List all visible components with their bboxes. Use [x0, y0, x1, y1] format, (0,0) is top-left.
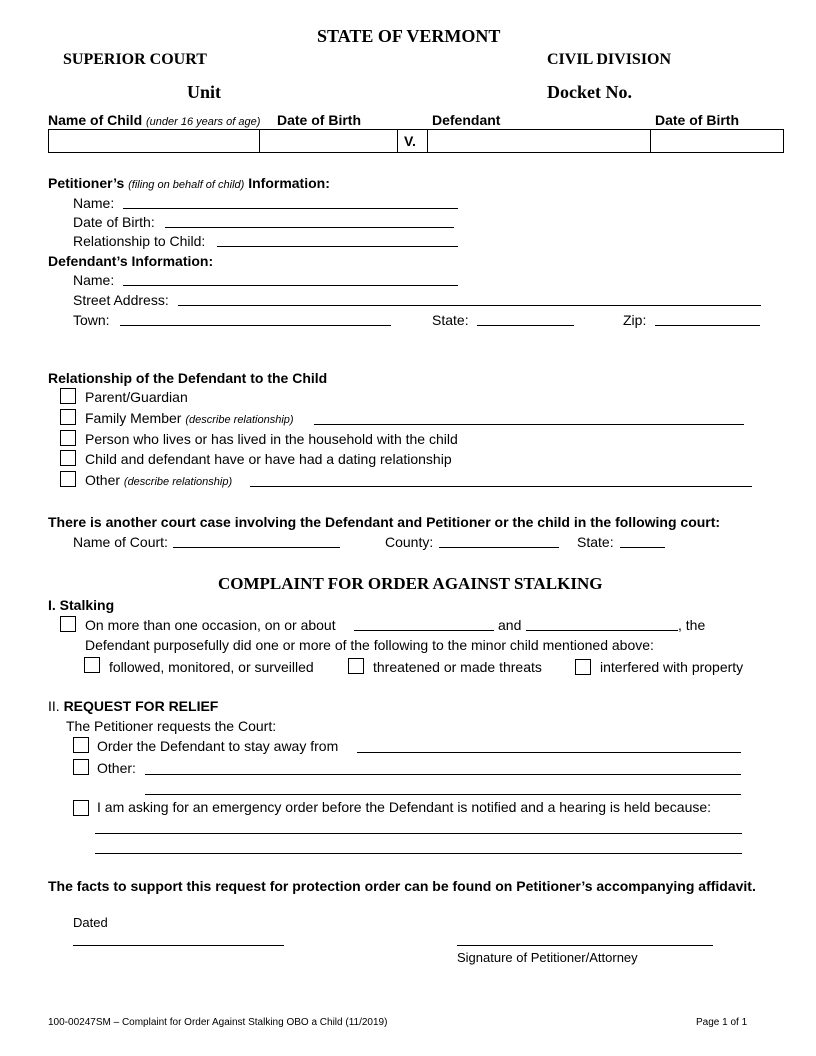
docket-label: Docket No. — [547, 82, 632, 102]
property-label: interfered with property — [600, 659, 744, 675]
complaint-title: COMPLAINT FOR ORDER AGAINST STALKING — [218, 574, 603, 593]
threatened-checkbox[interactable] — [348, 658, 364, 674]
household-checkbox[interactable] — [60, 430, 76, 446]
dating-label: Child and defendant have or have had a dating relationship — [85, 451, 452, 467]
family-member-checkbox[interactable] — [60, 409, 76, 425]
family-member-label: Family Member (describe relationship) — [85, 410, 294, 426]
petitioner-heading: Petitioner’s (filing on behalf of child) Information: — [48, 175, 330, 191]
other-relationship-field[interactable] — [250, 486, 752, 487]
defendant-zip-field[interactable] — [655, 325, 760, 326]
stalking-checkbox[interactable] — [60, 616, 76, 632]
stalking-line1-start: On more than one occasion, on or about — [85, 617, 336, 633]
child-dob-cell[interactable] — [260, 130, 397, 152]
defendant-zip-label: Zip: — [623, 312, 647, 328]
facts-statement: The facts to support this request for protection order can be found on Petitioner’s accompanying affidavit. — [48, 878, 756, 894]
parent-guardian-checkbox[interactable] — [60, 388, 76, 404]
signature-label: Signature of Petitioner/Attorney — [457, 950, 638, 965]
court-state-label: State: — [577, 534, 614, 550]
stalking-line2: Defendant purposefully did one or more of the following to the minor child mentioned above: — [85, 637, 654, 653]
parent-guardian-label: Parent/Guardian — [85, 389, 188, 405]
emergency-reason-field-2[interactable] — [95, 853, 742, 854]
other-relief-checkbox[interactable] — [73, 759, 89, 775]
stalking-line1-end: , the — [678, 617, 706, 633]
relief-intro: The Petitioner requests the Court: — [66, 718, 277, 734]
stay-away-checkbox[interactable] — [73, 737, 89, 753]
unit-label: Unit — [187, 82, 222, 102]
defendant-state-label: State: — [432, 312, 469, 328]
emergency-reason-field-1[interactable] — [95, 833, 742, 834]
signature-field[interactable] — [457, 945, 713, 946]
page-number: Page 1 of 1 — [696, 1017, 748, 1028]
defendant-heading: Defendant’s Information: — [48, 253, 214, 269]
defendant-dob-label: Date of Birth — [655, 112, 739, 128]
other-relief-label: Other: — [97, 760, 136, 776]
other-relief-field-2[interactable] — [145, 794, 741, 795]
other-relationship-label: Other (describe relationship) — [85, 472, 233, 488]
court-name: SUPERIOR COURT — [63, 51, 207, 68]
relief-heading: II. REQUEST FOR RELIEF — [48, 698, 219, 714]
form-id: 100-00247SM – Complaint for Order Against Stalking OBO a Child (11/2019) — [48, 1017, 388, 1028]
court-name-field[interactable] — [173, 547, 340, 548]
property-checkbox[interactable] — [575, 659, 591, 675]
emergency-checkbox[interactable] — [73, 800, 89, 816]
followed-label: followed, monitored, or surveilled — [109, 659, 314, 675]
other-relationship-checkbox[interactable] — [60, 471, 76, 487]
petitioner-relationship-label: Relationship to Child: — [73, 233, 206, 249]
other-relief-field-1[interactable] — [145, 774, 741, 775]
defendant-state-field[interactable] — [477, 325, 574, 326]
defendant-label: Defendant — [432, 112, 501, 128]
court-state-field[interactable] — [620, 547, 665, 548]
defendant-town-field[interactable] — [120, 325, 391, 326]
household-label: Person who lives or has lived in the household with the child — [85, 431, 458, 447]
court-name-label: Name of Court: — [73, 534, 168, 550]
state-title: STATE OF VERMONT — [317, 26, 501, 46]
other-case-heading: There is another court case involving the Defendant and Petitioner or the child in the following court: — [48, 514, 721, 530]
emergency-label: I am asking for an emergency order before the Defendant is notified and a hearing is held because: — [97, 799, 712, 815]
petitioner-name-field[interactable] — [123, 208, 458, 209]
caption-table — [48, 129, 784, 153]
threatened-label: threatened or made threats — [373, 659, 542, 675]
followed-checkbox[interactable] — [84, 657, 100, 673]
family-member-field[interactable] — [314, 424, 744, 425]
defendant-name-cell[interactable] — [428, 130, 650, 152]
stalking-date-to-field[interactable] — [526, 630, 678, 631]
child-dob-label: Date of Birth — [277, 112, 361, 128]
stay-away-field[interactable] — [357, 752, 741, 753]
child-name-cell[interactable] — [49, 130, 259, 152]
dated-field[interactable] — [73, 945, 284, 946]
county-label: County: — [385, 534, 434, 550]
child-age-note: (under 16 years of age) — [146, 116, 261, 128]
relationship-heading: Relationship of the Defendant to the Child — [48, 370, 328, 386]
defendant-name-label: Name: — [73, 272, 115, 288]
defendant-name-field[interactable] — [123, 285, 458, 286]
county-field[interactable] — [439, 547, 559, 548]
child-name-label: Name of Child (under 16 years of age) — [48, 112, 261, 128]
defendant-street-field[interactable] — [178, 305, 761, 306]
stalking-date-from-field[interactable] — [354, 630, 494, 631]
defendant-town-label: Town: — [73, 312, 110, 328]
dating-checkbox[interactable] — [60, 450, 76, 466]
versus-label: V. — [404, 133, 416, 149]
petitioner-relationship-field[interactable] — [217, 246, 458, 247]
petitioner-dob-field[interactable] — [165, 227, 454, 228]
petitioner-name-label: Name: — [73, 195, 115, 211]
division-name: CIVIL DIVISION — [547, 51, 672, 68]
stalking-and-label: and — [498, 617, 522, 633]
defendant-street-label: Street Address: — [73, 292, 169, 308]
stalking-section-heading: I. Stalking — [48, 597, 115, 613]
stay-away-label: Order the Defendant to stay away from — [97, 738, 339, 754]
defendant-dob-cell[interactable] — [651, 130, 783, 152]
dated-label: Dated — [73, 915, 108, 930]
petitioner-dob-label: Date of Birth: — [73, 214, 155, 230]
